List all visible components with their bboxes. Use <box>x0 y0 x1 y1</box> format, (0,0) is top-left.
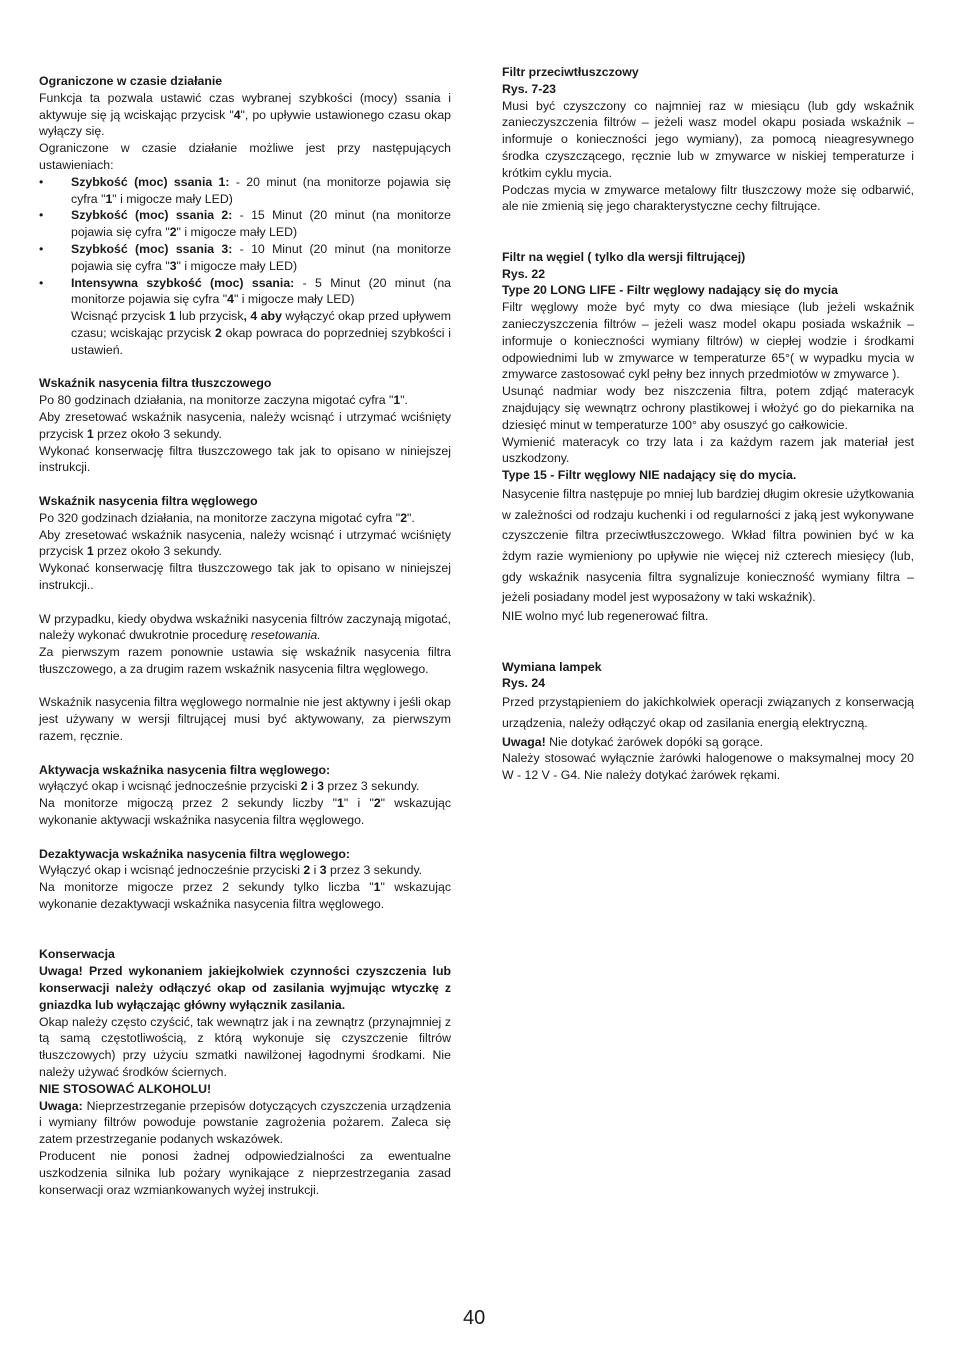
right-column <box>502 64 914 784</box>
paragraph: Aby zresetować wskaźnik nasycenia, należy wcisnąć i utrzymać wciśnięty przycisk 1 przez około 3 sekundy. <box>39 527 451 559</box>
warning-text: NIE STOSOWAĆ ALKOHOLU! <box>39 1081 212 1096</box>
paragraph: Podczas mycia w zmywarce metalowy filtr tłuszczowy może się odbarwić, ale nie zmienią się jego charakterystyczne cechy filtrujące. <box>502 182 914 214</box>
section-heading-time-limited: Ograniczone w czasie działanie <box>39 74 223 88</box>
subheading-type-20: Type 20 LONG LIFE - Filtr węglowy nadający się do mycia <box>502 283 838 298</box>
section-heading-grease-filter-indicator: Wskaźnik nasycenia filtra tłuszczowego <box>39 376 272 391</box>
subheading-type-15: Type 15 - Filtr węglowy NIE nadający się do mycia. <box>502 468 797 483</box>
paragraph: Funkcja ta pozwala ustawić czas wybranej szybkości (mocy) ssania i aktywuje się ją wciskając przycisk "4", po upływie ustawionego czasu okap wyłączy się. <box>39 90 451 139</box>
paragraph: Za pierwszym razem ponownie ustawia się wskaźnik nasycenia filtra tłuszczowego, a za drugim razem wskaźnik nasycenia filtra węglowego. <box>39 645 451 676</box>
bullet-icon: • <box>39 208 44 223</box>
figure-reference: Rys. 7-23 <box>502 81 557 96</box>
section-heading-carbon-filter: Filtr na węgiel ( tylko dla wersji filtrującej) <box>502 249 746 264</box>
section-heading-carbon-filter-indicator: Wskaźnik nasycenia filtra węglowego <box>39 493 258 508</box>
list-item: • Szybkość (moc) ssania 2: - 15 Minut (20 minut (na monitorze pojawia się cyfra "2" i migocze mały LED) <box>39 208 451 240</box>
paragraph: wyłączyć okap i wcisnąć jednocześnie przyciski 2 i 3 przez 3 sekundy. <box>39 779 420 794</box>
paragraph: NIE wolno myć lub regenerować filtra. <box>502 609 709 624</box>
paragraph: Producent nie ponosi żadnej odpowiedzialności za ewentualne uszkodzenia silnika lub pożary wynikające z nieprzestrzegania zasad konserwacji oraz wzmiankowanych wyżej instrukcji. <box>39 1149 451 1197</box>
list-item: • Szybkość (moc) ssania 3: - 10 Minut (20 minut (na monitorze pojawia się cyfra "3" i migocze mały LED) <box>39 241 451 273</box>
paragraph: Na monitorze migoczą przez 2 sekundy liczby "1" i "2" wskazując wykonanie aktywacji wskaźnika nasycenia filtra węglowego. <box>39 796 451 828</box>
paragraph: W przypadku, kiedy obydwa wskaźniki nasycenia filtrów zaczynają migotać, należy wykonać dwukrotnie procedurę resetowania. <box>39 611 451 643</box>
paragraph: Wyłączyć okap i wcisnąć jednocześnie przyciski 2 i 3 przez 3 sekundy. <box>39 863 423 878</box>
paragraph: Na monitorze migocze przez 2 sekundy tylko liczba "1" wskazując wykonanie dezaktywacji wskaźnika nasycenia filtra węglowego. <box>39 880 451 912</box>
paragraph: Uwaga! Nie dotykać żarówek dopóki są gorące. <box>502 734 764 749</box>
paragraph: Nasycenie filtra następuje po mniej lub bardziej długim okresie użytkowania w zależności od rodzaju kuchenki i od regularności z jaką jest wykonywane czyszczenie filtra przeciwtłuszczowego. Wkład filtra powinien być w ka żdym razie wymieniony po upływie nie więcej niż czterech miesięcy (lub, gdy wskaźnik nasycenia filtra sygnalizuje konieczność wymiany filtra – jeżeli posiadany model jest wyposażony w taki wskaźnik). <box>502 486 914 605</box>
bullet-icon: • <box>39 275 44 290</box>
paragraph: Aby zresetować wskaźnik nasycenia, należy wcisnąć i utrzymać wciśnięty przycisk 1 przez około 3 sekundy. <box>39 409 451 441</box>
paragraph: Po 80 godzinach działania, na monitorze zaczyna migotać cyfra "1". <box>39 393 408 408</box>
paragraph: Okap należy często czyścić, tak wewnątrz jak i na zewnątrz (przynajmniej z tą samą częstotliwością, z którą wykonuje się czyszczenie filtrów tłuszczowych) przy użyciu szmatki nawilżonej łagodnymi środkami. Nie należy używać środków ściernych. <box>39 1014 451 1080</box>
section-heading-activation: Aktywacja wskaźnika nasycenia filtra węglowego: <box>39 762 331 777</box>
paragraph: Ograniczone w czasie działanie możliwe jest przy następujących ustawieniach: <box>39 141 451 172</box>
section-heading-deactivation: Dezaktywacja wskaźnika nasycenia filtra węglowego: <box>39 846 350 861</box>
list-item: • Intensywna szybkość (moc) ssania: - 5 Minut (20 minut (na monitorze pojawia się cyfra "4" i migocze mały LED) <box>39 275 451 307</box>
section-heading-maintenance: Konserwacja <box>39 947 115 962</box>
paragraph: Wskaźnik nasycenia filtra węglowego normalnie nie jest aktywny i jeśli okap jest używany w wersji filtrującej musi być aktywowany, za pierwszym razem, ręcznie. <box>39 695 451 744</box>
section-heading-grease-filter: Filtr przeciwtłuszczowy <box>502 65 639 79</box>
left-column <box>39 73 451 1198</box>
section-heading-lamp-replacement: Wymiana lampek <box>502 659 602 674</box>
paragraph: Usunąć nadmiar wody bez niszczenia filtra, potem zdjąć materacyk znajdujący się wewnątrz ochrony plastikowej i włożyć go do piekarnika na dziesięć minut w temperaturze 100° aby osuszyć go całkowicie. <box>502 384 914 432</box>
paragraph: Wymienić materacyk co trzy lata i za każdym razem jak materiał jest uszkodzony. <box>502 434 914 466</box>
paragraph: Musi być czyszczony co najmniej raz w miesiącu (lub gdy wskaźnik zanieczyszczenia filtrów – jeżeli wasz model okapu posiada wskaźnik – informuje o konieczności jego wymiany), za pomocą nieagresywnego środka czyszczącego, ręcznie lub w zmywarce w niskiej temperaturze i krótkim cyklu mycia. <box>502 98 914 180</box>
bullet-icon: • <box>39 174 44 189</box>
list-item: • Szybkość (moc) ssania 1: - 20 minut (na monitorze pojawia się cyfra "1" i migocze mały LED) <box>39 174 451 206</box>
paragraph: Wykonać konserwację filtra tłuszczowego tak jak to opisano w niniejszej instrukcji.. <box>39 561 451 592</box>
warning-text: Uwaga! Przed wykonaniem jakiejkolwiek czynności czyszczenia lub konserwacji należy odłączyć okap od zasilania wyjmując wtyczkę z gniazdka lub wyłączając główny wyłącznik zasilania. <box>39 964 451 1012</box>
figure-reference: Rys. 24 <box>502 676 546 691</box>
paragraph: Po 320 godzinach działania, na monitorze zaczyna migotać cyfra "2". <box>39 510 415 525</box>
paragraph: Wcisnąć przycisk 1 lub przycisk, 4 aby wyłączyć okap przed upływem czasu; wciskając przycisk 2 okap powraca do poprzedniej szybkości i ustawień. <box>71 309 451 357</box>
bullet-icon: • <box>39 241 44 256</box>
paragraph: Należy stosować wyłącznie żarówki halogenowe o maksymalnej mocy 20 W - 12 V - G4. Nie należy dotykać żarówek rękami. <box>502 751 914 783</box>
paragraph: Wykonać konserwację filtra tłuszczowego tak jak to opisano w niniejszej instrukcji. <box>39 443 451 475</box>
page-number: 40 <box>463 1307 486 1329</box>
figure-reference: Rys. 22 <box>502 266 546 281</box>
paragraph: Filtr węglowy może być myty co dwa miesiące (lub jeżeli wskaźnik zanieczyszczenia filtrów – jeżeli wasz model okapu posiada wskaźnik – informuje o konieczności wymiany filtrów) w ciepłej wodzie i środkami odpowiednimi lub w zmywarce w temperaturze 65°( w wypadku mycia w zmywarce zastosować cykl pełny bez innych przedmiotów w zmywarce ). <box>502 300 914 382</box>
paragraph: Uwaga: Nieprzestrzeganie przepisów dotyczących czyszczenia urządzenia i wymiany filtrów powoduje powstanie zagrożenia pożarem. Zaleca się zatem przestrzeganie podanych wskazówek. <box>39 1098 451 1147</box>
paragraph: Przed przystąpieniem do jakichkolwiek operacji związanych z konserwacją urządzenia, należy odłączyć okap od zasilania energią elektryczną. <box>502 695 914 730</box>
